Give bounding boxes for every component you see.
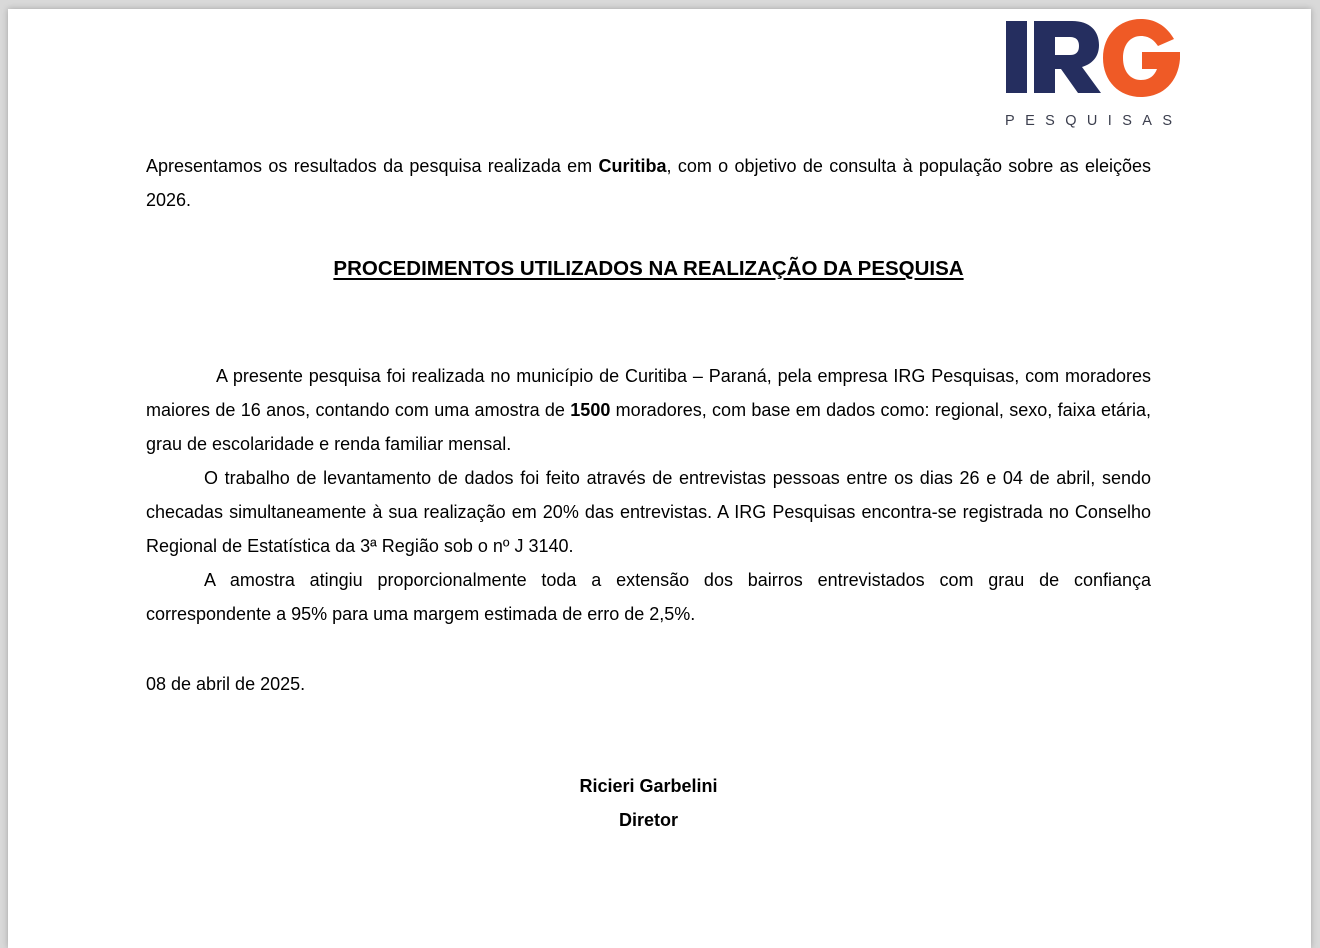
sample-size: 1500 [570,400,611,420]
irg-logo [1002,17,1188,129]
intro-city: Curitiba [598,156,667,176]
signature-block [146,769,1151,837]
paragraph-1-text-end: moradores, com base em dados como: regional, sexo, faixa etária, grau de escolaridade e renda familiar mensal. [146,400,1151,454]
paragraph-1-text-start: A presente pesquisa foi realizada no município de Curitiba – Paraná, pela empresa IRG Pesquisas, com moradores maiores de 16 anos, contando com uma amostra de [146,366,1151,420]
intro-text-start: Apresentamos os resultados da pesquisa realizada em [146,156,599,176]
document-date: 08 de abril de 2025. [146,674,306,694]
section-heading: PROCEDIMENTOS UTILIZADOS NA REALIZAÇÃO DA PESQUISA [333,257,964,280]
procedure-paragraph-1 [146,359,1151,461]
intro-text-end: , com o objetivo de consulta à população sobre as eleições 2026. [146,156,1152,210]
document-page [8,9,1311,948]
logo-subtitle: PESQUISAS [1005,113,1183,129]
procedure-paragraph-3: A amostra atingiu proporcionalmente toda a extensão dos bairros entrevistados com grau de confiança correspondente a 95% para uma margem estimada de erro de 2,5%. [146,570,1151,624]
irg-logo-mark-icon [1002,17,1184,99]
procedure-paragraph-2: O trabalho de levantamento de dados foi feito através de entrevistas pessoas entre os dias 26 e 04 de abril, sendo checadas simultaneamente à sua realização em 20% das entrevistas. A IRG Pesquisas encontra-se registrada no Conselho Regional de Estatística da 3ª Região sob o nº J 3140. [146,468,1151,556]
intro-paragraph [146,149,1151,217]
procedures-section [146,359,1151,631]
signer-name: Ricieri Garbelini [579,776,718,796]
signer-title: Diretor [618,810,678,830]
